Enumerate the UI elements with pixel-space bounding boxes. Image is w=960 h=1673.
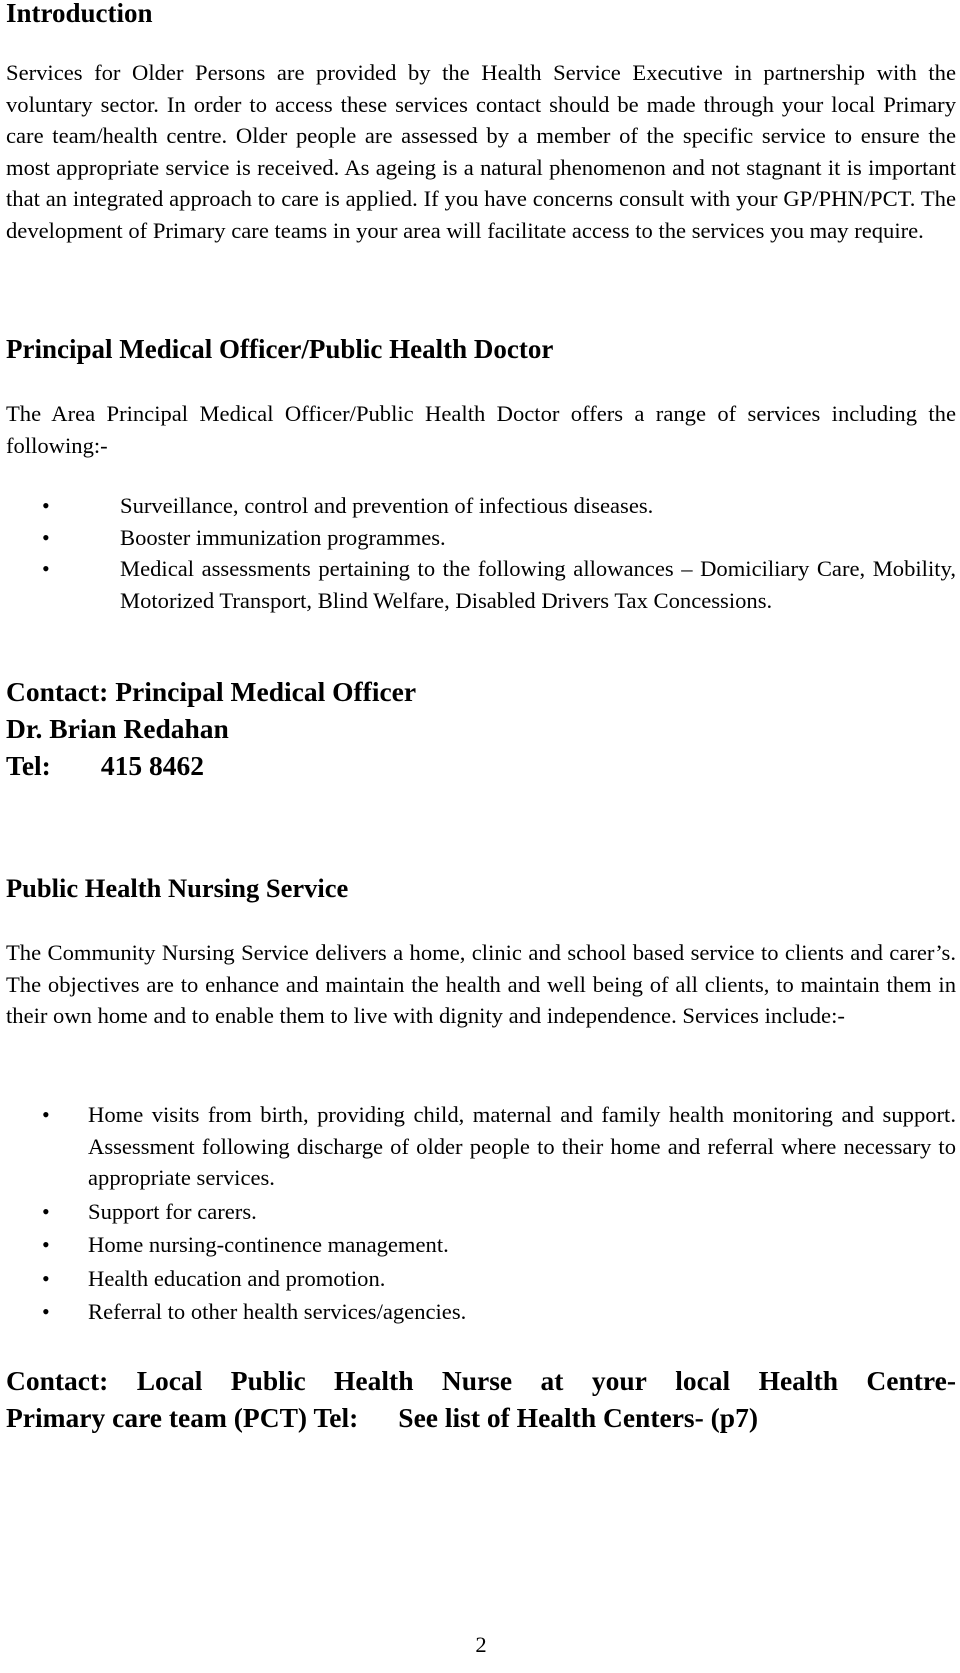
list-item — [42, 1099, 956, 1194]
contact-word: Nurse — [441, 1365, 513, 1396]
list-item-text: Booster immunization programmes. — [120, 524, 446, 550]
contact-word: Health — [334, 1365, 414, 1396]
list-item-text: Referral to other health services/agencies. — [88, 1299, 467, 1324]
bullet-icon: • — [42, 524, 50, 550]
tel-label: Tel: — [6, 750, 51, 781]
pmo-heading: Principal Medical Officer/Public Health Doctor — [6, 334, 554, 364]
phn-contact-tel-label: Primary care team (PCT) Tel: — [6, 1402, 359, 1433]
list-item — [42, 1196, 956, 1228]
contact-word: at — [540, 1365, 564, 1396]
list-item-text: Surveillance, control and prevention of infectious diseases. — [120, 493, 654, 518]
tel-number: 415 8462 — [100, 750, 204, 781]
list-item — [42, 1229, 956, 1261]
contact-word: local — [675, 1365, 731, 1396]
phn-contact-line-1 — [6, 1362, 956, 1399]
pmo-contact-block — [6, 673, 416, 784]
pmo-contact-tel — [6, 747, 416, 784]
list-item-text: Home nursing-continence management. — [88, 1232, 449, 1257]
contact-word: Centre- — [866, 1365, 956, 1396]
phn-bullet-list — [42, 1099, 956, 1328]
bullet-icon: • — [42, 1232, 50, 1257]
contact-word: your — [591, 1365, 647, 1396]
phn-contact-tel-value: See list of Health Centers- (p7) — [398, 1402, 759, 1433]
phn-paragraph: The Community Nursing Service delivers a home, clinic and school based service to clients and carer’s. The objectives are to enhance and maintain the health and well being of all clients, to maintain them in their own home and to enable them to live with dignity and independence. Services include:- — [6, 940, 956, 1028]
list-item — [42, 490, 956, 522]
bullet-icon: • — [42, 556, 50, 581]
list-item — [42, 553, 956, 616]
bullet-icon: • — [42, 1299, 50, 1324]
document-page — [6, 0, 956, 1673]
list-item-text: Home visits from birth, providing child, maternal and family health monitoring and support. Assessment following discharge of older people to their home and referral where necessary to appropriate services. — [88, 1102, 956, 1190]
list-item — [42, 1263, 956, 1295]
pmo-contact-name: Dr. Brian Redahan — [6, 713, 229, 744]
introduction-heading: Introduction — [6, 0, 153, 28]
list-item — [42, 1296, 956, 1328]
pmo-paragraph: The Area Principal Medical Officer/Public Health Doctor offers a range of services including the following:- — [6, 401, 956, 458]
phn-contact-block — [6, 1362, 956, 1436]
contact-word: Public — [230, 1365, 306, 1396]
pmo-bullet-list — [42, 490, 956, 616]
introduction-paragraph: Services for Older Persons are provided by the Health Service Executive in partnership with the voluntary sector. In order to access these services contact should be made through your local Primary care team/health centre. Older people are assessed by a member of the specific service to ensure the most appropriate service is received. As ageing is a natural phenomenon and not stagnant it is important that an integrated approach to care is applied. If you have concerns consult with your GP/PHN/PCT. The development of Primary care teams in your area will facilitate access to the services you may require. — [6, 60, 956, 243]
list-item — [42, 522, 956, 554]
contact-word: Local — [136, 1365, 203, 1396]
phn-contact-line-2 — [6, 1399, 956, 1436]
bullet-icon: • — [42, 493, 50, 518]
list-item-text: Medical assessments pertaining to the following allowances – Domiciliary Care, Mobility, Motorized Transport, Blind Welfare, Disabled Drivers Tax Concessions. — [120, 556, 956, 613]
contact-word: Health — [758, 1365, 839, 1396]
bullet-icon: • — [42, 1102, 50, 1127]
list-item-text: Support for carers. — [88, 1198, 257, 1224]
bullet-icon: • — [42, 1265, 50, 1291]
page-number: 2 — [475, 1632, 487, 1657]
bullet-icon: • — [42, 1198, 50, 1224]
list-item-text: Health education and promotion. — [88, 1265, 386, 1291]
phn-heading: Public Health Nursing Service — [6, 873, 349, 903]
contact-word: Contact: — [6, 1365, 109, 1396]
pmo-contact-title: Contact: Principal Medical Officer — [6, 676, 417, 707]
